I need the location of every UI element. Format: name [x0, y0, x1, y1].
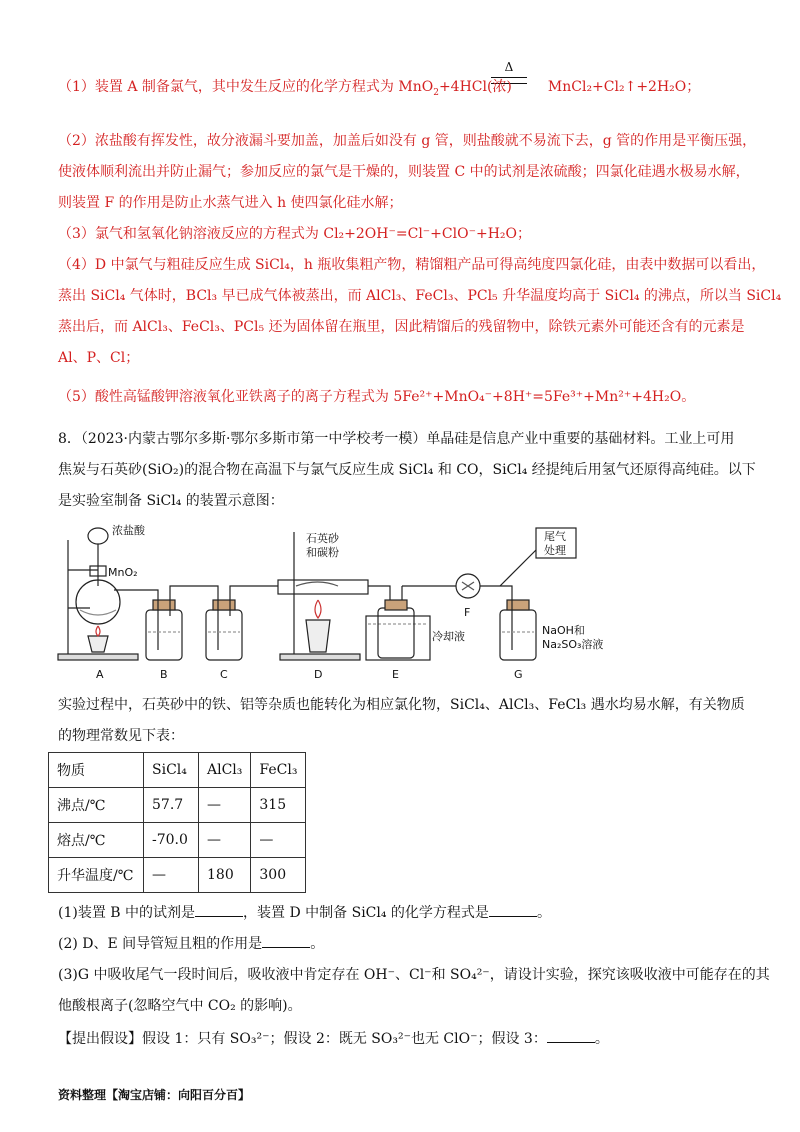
description-line: 的物理常数见下表： — [58, 728, 184, 744]
cooling-bath — [366, 616, 430, 660]
answer-blank[interactable] — [195, 902, 243, 917]
table-row — [49, 858, 306, 893]
label-tail-1: 尾气 — [544, 530, 566, 543]
label-quartz-1: 石英砂 — [306, 532, 339, 545]
answer-2-line: （2）浓盐酸有挥发性，故分液漏斗要加盖，加盖后如没有 g 管，则盐酸就不易流下去，g 管的作用是平衡压强， — [58, 133, 757, 149]
label-tail-2: 处理 — [544, 544, 566, 557]
sub-question-3-line: (3)G 中吸收尾气一段时间后，吸收液中肯定存在 OH⁻、Cl⁻和 SO₄²⁻，请设计实验，探究该吸收液中可能存在的其 — [58, 967, 770, 983]
answer-blank[interactable] — [262, 933, 310, 948]
table-header-cell: 物质 — [49, 753, 144, 788]
answer-3: （3）氯气和氢氧化钠溶液反应的方程式为 Cl₂+2OH⁻=Cl⁻+ClO⁻+H₂O； — [58, 226, 531, 242]
answer-4-line: 蒸出 SiCl₄ 气体时，BCl₃ 早已成气体被蒸出，而 AlCl₃、FeCl₃、PCl₅ 升华温度均高于 SiCl₄ 的沸点，所以当 SiCl₄ — [58, 288, 782, 304]
experiment-description — [58, 690, 748, 752]
sub-question-3 — [58, 960, 770, 1022]
answer-4-line: 蒸出后，而 AlCl₃、FeCl₃、PCl₅ 还为固体留在瓶里，因此精馏后的残留物中，除铁元素外可能还含有的元素是 — [58, 319, 745, 335]
table-cell: 300 — [251, 858, 306, 893]
sub-question-1-b: ，装置 D 中制备 SiCl₄ 的化学方程式是 — [243, 905, 489, 921]
label-naoh-2: Na₂SO₃溶液 — [542, 638, 604, 651]
table-cell: 315 — [251, 788, 306, 823]
hypothesis-text: 【提出假设】假设 1：只有 SO₃²⁻；假设 2：既无 SO₃²⁻也无 ClO⁻；假设 3： — [58, 1031, 547, 1047]
description-line: 实验过程中，石英砂中的铁、铝等杂质也能转化为相应氯化物，SiCl₄、AlCl₃、FeCl₃ 遇水均易水解，有关物质 — [58, 697, 745, 713]
label-a: A — [96, 668, 104, 680]
sub-question-2 — [58, 929, 748, 960]
answer-4-line: （4）D 中氯气与粗硅反应生成 SiCl₄，h 瓶收集粗产物，精馏粗产品可得高纯度四氯化硅，由表中数据可以看出， — [58, 257, 766, 273]
table-cell: 熔点/℃ — [49, 823, 144, 858]
sub-question-1-a: (1)装置 B 中的试剂是 — [58, 905, 196, 921]
burner-d — [306, 620, 330, 652]
answer-1: （1）装置 A 制备氯气，其中发生反应的化学方程式为 MnO$_2$+4HCl(浓) MnCl₂+Cl₂↑+2H₂O； — [58, 79, 701, 98]
label-e: E — [392, 668, 399, 680]
table-header-row — [49, 753, 306, 788]
table-cell: — — [251, 823, 306, 858]
label-b: B — [160, 668, 168, 680]
footer: 资料整理【淘宝店铺：向阳百分百】 — [58, 1088, 251, 1102]
table-header-cell: FeCl₃ — [251, 753, 306, 788]
answer-blank[interactable] — [547, 1028, 595, 1043]
question-8 — [58, 424, 756, 517]
delta-sign: Δ — [504, 60, 514, 74]
table-row — [49, 788, 306, 823]
sub-question-2-b: 。 — [310, 936, 325, 952]
table-header-cell: AlCl₃ — [199, 753, 251, 788]
table-cell: 升华温度/℃ — [49, 858, 144, 893]
table-cell: — — [199, 823, 251, 858]
funnel-bulb — [88, 528, 108, 544]
table-cell: 沸点/℃ — [49, 788, 144, 823]
sub-question-1-c: 。 — [536, 905, 551, 921]
table-header-cell: SiCl₄ — [144, 753, 199, 788]
answer-4-line: Al、P、Cl； — [58, 350, 140, 366]
label-f: F — [464, 606, 471, 619]
table-cell: — — [144, 858, 199, 893]
answer-2 — [58, 126, 757, 219]
sub-question-3-line: 他酸根离子(忽略空气中 CO₂ 的影响)。 — [58, 998, 302, 1014]
answer-2-line: 使液体顺利流出并防止漏气；参加反应的氯气是干燥的，则装置 C 中的试剂是浓硫酸；四氯化硅遇水极易水解， — [58, 164, 750, 180]
label-g: G — [514, 668, 523, 680]
label-naoh-1: NaOH和 — [542, 624, 585, 637]
table-cell: 57.7 — [144, 788, 199, 823]
label-d: D — [314, 668, 323, 680]
answer-4 — [58, 250, 782, 374]
bottle-g — [500, 610, 536, 660]
bottle-b — [146, 610, 182, 660]
hypothesis-end: 。 — [594, 1031, 609, 1047]
physical-constants-table — [48, 752, 306, 893]
answer-5: （5）酸性高锰酸钾溶液氧化亚铁离子的离子方程式为 5Fe²⁺+MnO₄⁻+8H⁺=5Fe³⁺+Mn²⁺+4H₂O。 — [58, 389, 696, 405]
hypothesis-line — [58, 1024, 748, 1055]
label-c: C — [220, 668, 228, 680]
table-cell: -70.0 — [144, 823, 199, 858]
stand-base — [58, 654, 138, 660]
table-cell: 180 — [199, 858, 251, 893]
apparatus-diagram — [56, 520, 616, 680]
table-cell: — — [199, 788, 251, 823]
answer-1-post: +4HCl(浓) — [438, 79, 512, 95]
question-8-line: 8．（2023·内蒙古鄂尔多斯·鄂尔多斯市第一中学校考一模）单晶硅是信息产业中重要的基础材料。工业上可用 — [58, 431, 735, 447]
bottle-c — [206, 610, 242, 660]
table-row — [49, 823, 306, 858]
sub-question-1 — [58, 898, 748, 929]
label-conc-hcl: 浓盐酸 — [112, 524, 145, 537]
sub-question-2-a: (2) D、E 间导管短且粗的作用是 — [58, 936, 263, 952]
label-quartz-2: 和碳粉 — [306, 546, 339, 559]
answer-blank[interactable] — [489, 902, 537, 917]
flask-a — [76, 580, 120, 624]
question-8-line: 是实验室制备 SiCl₄ 的装置示意图： — [58, 493, 284, 509]
label-coolant: 冷却液 — [432, 630, 465, 643]
answer-2-line: 则装置 F 的作用是防止水蒸气进入 h 使四氯化硅水解； — [58, 195, 403, 211]
burner-a — [88, 636, 108, 652]
answer-1-pre: （1）装置 A 制备氯气，其中发生反应的化学方程式为 MnO — [58, 79, 434, 95]
answer-1-products: MnCl₂+Cl₂↑+2H₂O； — [547, 79, 701, 95]
label-mno2: MnO₂ — [108, 566, 138, 579]
question-8-line: 焦炭与石英砂(SiO₂)的混合物在高温下与氯气反应生成 SiCl₄ 和 CO，SiCl₄ 经提纯后用氢气还原得高纯硅。以下 — [58, 462, 756, 478]
